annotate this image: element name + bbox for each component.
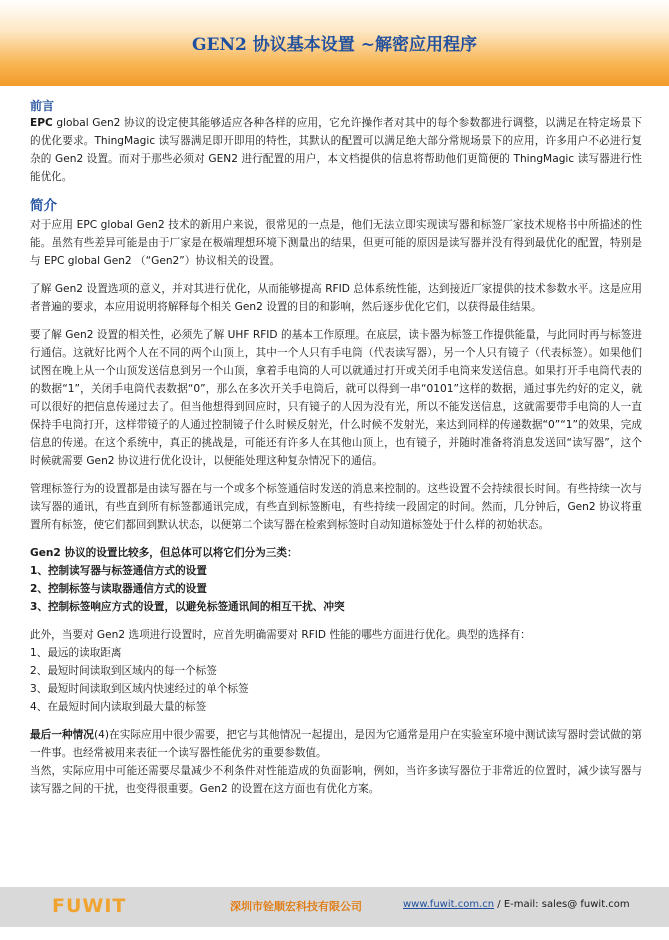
intro-paragraph-2: 了解 Gen2 设置选项的意义，并对其进行优化，从而能够提高 RFID 总体系统性能，达到接近厂家提供的技术参数水平。这是应用者普遍的要求，本应用说明将解释每个相关 Gen2 设置的目的和影响，然后逐步优化它们，以获得最佳结果。 (30, 283, 642, 313)
preface-heading: 前言 (30, 99, 55, 113)
final-paragraph (30, 726, 642, 762)
preface-paragraph (30, 114, 642, 186)
intro-heading: 简介 (30, 198, 57, 214)
goal-item: 2、最短时间读取到区域内的每一个标签 (30, 665, 217, 677)
intro-paragraph-1: 对于应用 EPC global Gen2 技术的新用户来说，很常见的一点是，他们无法立即实现读写器和标签厂家技术规格书中所描述的性能。虽然有些差异可能是由于厂家是在极端理想环境下测量出的结果，但更可能的原因是读写器并没有得到最优化的配置，特别是与 EPC global Gen2 （“Gen2”）协议相关的设置。 (30, 219, 642, 267)
category-item: 2、控制标签与读取器通信方式的设置 (30, 583, 207, 595)
preface-lead: EPC (30, 117, 53, 129)
page-footer (0, 887, 669, 927)
footer-separator: / (494, 899, 504, 910)
categories-heading: Gen2 协议的设置比较多，但总体可以将它们分为三类： (30, 547, 298, 559)
category-item: 1、控制读写器与标签通信方式的设置 (30, 565, 207, 577)
page-title: GEN2 协议基本设置 ~解密应用程序 (192, 35, 477, 55)
category-item: 3、控制标签响应方式的设置，以避免标签通讯间的相互干扰、冲突 (30, 601, 345, 613)
document-body (30, 98, 642, 798)
footer-email: E-mail: sales@ fuwit.com (503, 899, 630, 910)
final-paragraph-2: 当然，实际应用中可能还需要尽量减少不利条件对性能造成的负面影响，例如，当许多读写器位于非常近的位置时，减少读写器与读写器之间的干扰，也变得很重要。Gen2 的设置在这方面也有优化方案。 (30, 765, 642, 795)
final-number: (4) (93, 729, 109, 741)
final-text: 在实际应用中很少需要，把它与其他情况一起提出，是因为它通常是用户在实验室环境中测试读写器时尝试做的第一件事。也经常被用来表征一个读写器性能优劣的重要参数值。 (30, 729, 643, 759)
fuwit-logo: FUWIT (52, 895, 127, 917)
goals-intro: 此外，当要对 Gen2 选项进行设置时，应首先明确需要对 RFID 性能的哪些方面进行优化。典型的选择有： (30, 629, 531, 641)
footer-company-name: 深圳市铨顺宏科技有限公司 (230, 900, 362, 913)
preface-text: global Gen2 协议的设定使其能够适应各种各样的应用，它允许操作者对其中的每个参数都进行调整，以满足在特定场景下的优化要求。ThingMagic 读写器满足即开即用的特性，其默认的配置可以满足绝大部分常规场景下的应用，许多用户不必进行复杂的 Gen2 设置。而对于那些必须对 GEN2 进行配置的用户，本文档提供的信息将帮助他们更简便的 ThingMagic 读写器进行性能优化。 (30, 117, 642, 183)
goal-item: 1、最远的读取距离 (30, 647, 122, 659)
goal-item: 3、最短时间读取到区域内快速经过的单个标签 (30, 683, 249, 695)
goal-item: 4、在最短时间内读取到最大量的标签 (30, 701, 207, 713)
page-header-band (0, 0, 669, 86)
intro-paragraph-3: 要了解 Gen2 设置的相关性，必须先了解 UHF RFID 的基本工作原理。在底层，读卡器为标签工作提供能量，与此同时再与标签进行通信。这就好比两个人在不同的两个山顶上，其中一个人只有手电筒（代表读写器），另一个人只有镜子（代表标签）。如果他们试图在晚上从一个山顶发送信息到另一个山顶，拿着手电筒的人可以就通过打开或关闭手电筒来发送信息。如果打开手电筒代表的的数据“1”，关闭手电筒代表数据“0”，那么在多次开关手电筒后，就可以得到一串“0101”这样的数据，通过事先约好的定义，就可以很好的把信息传递过去了。但当他想得到回应时，只有镜子的人因为没有光，所以不能发送信息，这就需要带手电筒的人一直保持手电筒打开，这样带镜子的人通过控制镜子什么时候反射光，什么时候不发射光，来达到同样的传递数据“0”“1”的效果，完成信息的传递。在这个系统中，真正的挑战是，可能还有许多人在其他山顶上，也有镜子，并随时准备将消息发送回“读写器”，这个时候就需要 Gen2 协议进行优化设计，以便能处理这种复杂情况下的通信。 (30, 329, 642, 467)
intro-paragraph-4: 管理标签行为的设置都是由读写器在与一个或多个标签通信时发送的消息来控制的。这些设置不会持续很长时间。有些持续一次与读写器的通讯，有些直到所有标签都通讯完成，有些直到标签断电，有些持续一段固定的时间。然而，几分钟后，Gen2 协议将重置所有标签，使它们都回到默认状态，以便第二个读写器在检索到标签时自动知道标签处于什么样的初始状态。 (30, 483, 642, 531)
final-lead: 最后一种情况 (30, 729, 94, 741)
footer-contact (403, 899, 630, 910)
website-link[interactable]: www.fuwit.com.cn (403, 899, 495, 910)
